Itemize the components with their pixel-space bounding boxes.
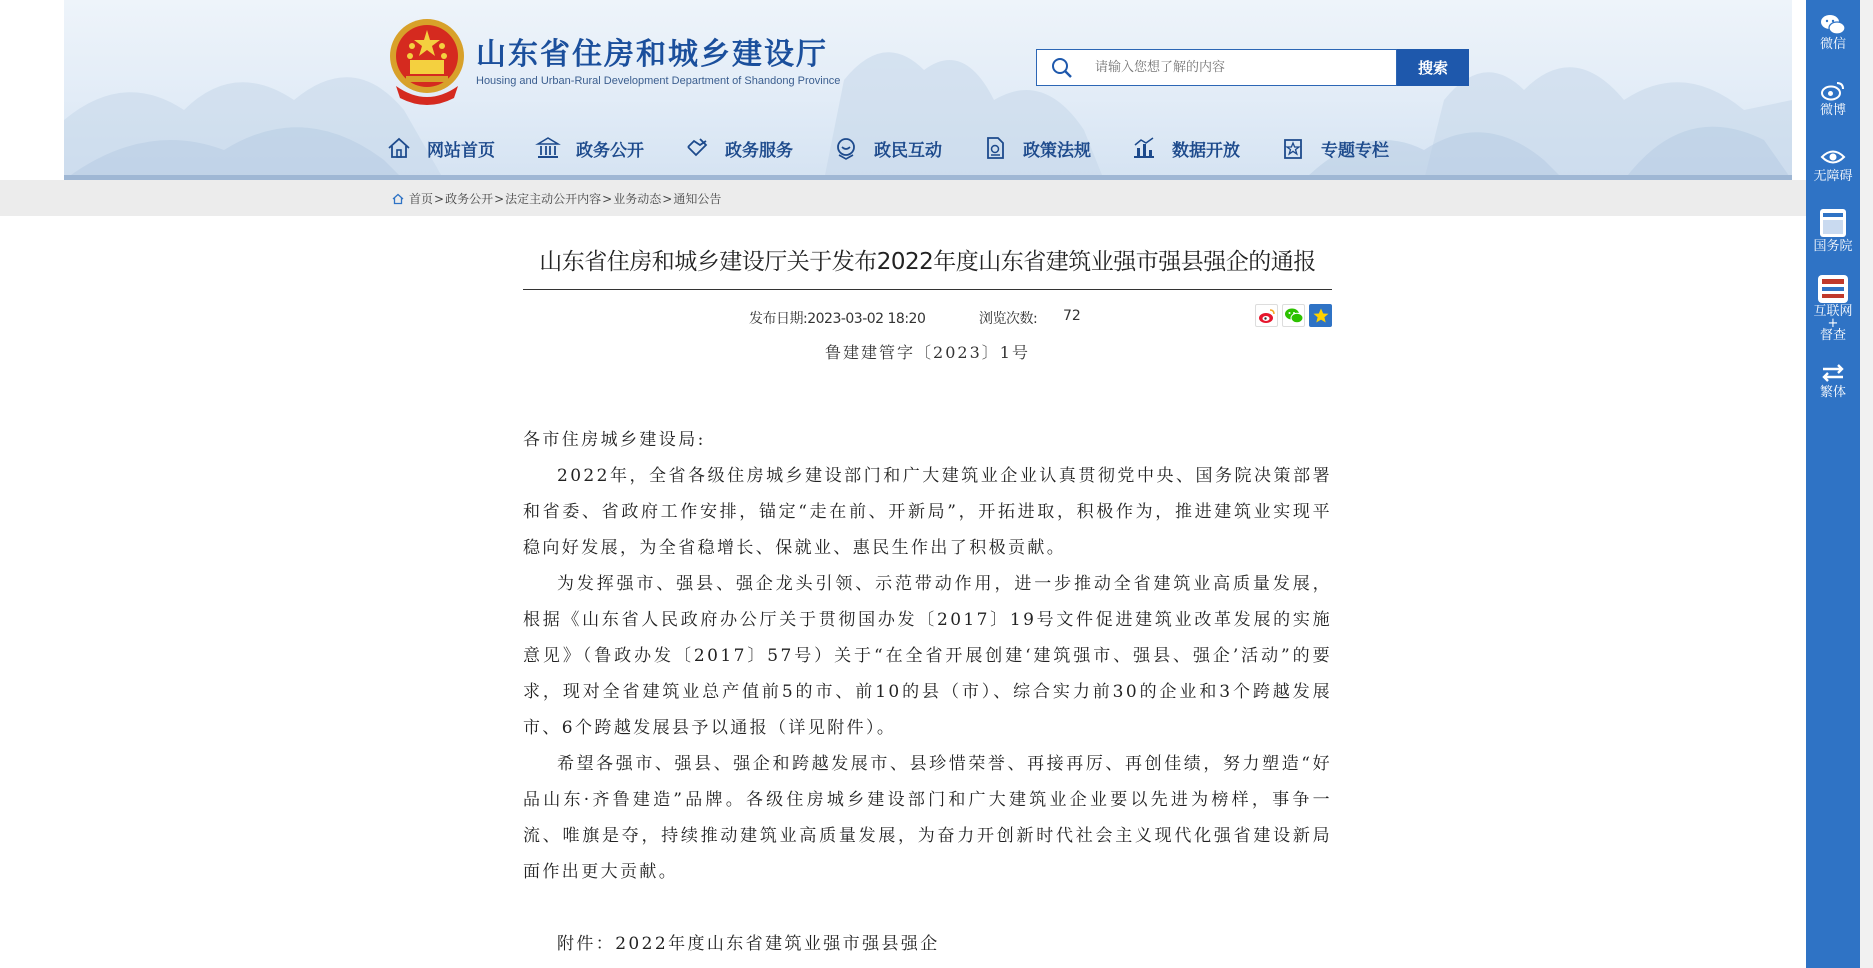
- search-button[interactable]: 搜索: [1397, 49, 1469, 86]
- home-icon: [386, 135, 412, 161]
- sidebar-accessibility[interactable]: [1806, 146, 1860, 184]
- sidebar-label: 国务院: [1813, 239, 1853, 254]
- article-title: 山东省住房和城乡建设厅关于发布2022年度山东省建筑业强市强县强企的通报: [523, 230, 1332, 290]
- nav-label: 数据开放: [1172, 140, 1240, 161]
- breadcrumb: [392, 190, 721, 207]
- sidebar-label: 微博: [1819, 103, 1846, 118]
- document-number: 鲁建建管字〔2023〕1号: [825, 343, 1030, 362]
- sidebar-label: 互联网 + 督查: [1813, 304, 1853, 343]
- wechat-icon: [1820, 14, 1846, 36]
- right-sidebar: [1806, 0, 1860, 968]
- sidebar-label: 微信: [1819, 37, 1846, 52]
- nav-label: 政策法规: [1023, 140, 1091, 161]
- nav-government-affairs[interactable]: [535, 134, 644, 162]
- breadcrumb-business-news[interactable]: 业务动态: [613, 192, 662, 206]
- home-icon: [392, 193, 404, 205]
- breadcrumb-bar: [0, 180, 1806, 216]
- breadcrumb-home[interactable]: 首页: [409, 192, 434, 206]
- national-emblem-icon: [386, 16, 468, 106]
- site-subtitle: Housing and Urban-Rural Development Department of Shandong Province: [476, 75, 841, 87]
- weibo-icon: [1820, 80, 1846, 102]
- state-council-icon: [1819, 208, 1847, 238]
- site-title: 山东省住房和城乡建设厅: [476, 37, 828, 72]
- sidebar-wechat[interactable]: [1806, 14, 1860, 52]
- article-body: [523, 422, 1332, 962]
- search-box: [1036, 49, 1397, 86]
- breadcrumb-separator: >: [494, 191, 505, 206]
- page-scrollbar[interactable]: [1860, 0, 1873, 968]
- article-paragraph: 2022年，全省各级住房城乡建设部门和广大建筑业企业认真贯彻党中央、国务院决策部署和省委、省政府工作安排，锚定“走在前、开新局”，开拓进取，积极作为，推进建筑业实现平稳向好发展，为全省稳增长、保就业、惠民生作出了积极贡献。: [523, 466, 1332, 558]
- main-nav: [386, 134, 1429, 162]
- data-chart-icon: [1131, 135, 1157, 161]
- breadcrumb-separator: >: [602, 191, 613, 206]
- nav-government-services[interactable]: [684, 134, 793, 162]
- nav-label: 政务公开: [576, 140, 644, 161]
- search-input[interactable]: [1095, 53, 1396, 83]
- interaction-icon: [833, 135, 859, 161]
- favorite-star-icon[interactable]: [1309, 304, 1332, 327]
- nav-label: 专题专栏: [1321, 140, 1389, 161]
- nav-special-topics[interactable]: [1280, 134, 1389, 162]
- article-paragraph: 为发挥强市、强县、强企龙头引领、示范带动作用，进一步推动全省建筑业高质量发展，根据《山东省人民政府办公厅关于贯彻国办发〔2017〕19号文件促进建筑业改革发展的实施意见》（鲁政办发〔2017〕57号）关于“在全省开展创建‘建筑强市、强县、强企’活动”的要求，现对全省建筑业总产值前5的市、前10的县（市）、综合实力前30的企业和3个跨越发展市、6个跨越发展县予以通报（详见附件）。: [523, 574, 1332, 738]
- search-icon: [1051, 57, 1073, 79]
- sidebar-traditional-chinese[interactable]: [1806, 362, 1860, 400]
- nav-open-data[interactable]: [1131, 134, 1240, 162]
- weibo-share-icon[interactable]: [1255, 304, 1278, 327]
- site-logo[interactable]: [386, 16, 840, 106]
- sidebar-state-council[interactable]: [1806, 208, 1860, 254]
- article: [523, 230, 1332, 962]
- publish-date: 发布日期:2023-03-02 18:20: [749, 311, 926, 327]
- sidebar-label: 无障碍: [1813, 169, 1853, 184]
- accessibility-eye-icon: [1820, 146, 1846, 168]
- nav-label: 网站首页: [427, 140, 495, 161]
- topic-column-icon: [1280, 135, 1306, 161]
- service-handshake-icon: [684, 135, 710, 161]
- breadcrumb-separator: >: [662, 191, 673, 206]
- breadcrumb-notices[interactable]: 通知公告: [673, 192, 722, 206]
- salutation: 各市住房城乡建设局:: [523, 430, 706, 450]
- views-count: 72: [1063, 308, 1081, 324]
- sidebar-label: 繁体: [1819, 385, 1846, 400]
- policy-document-icon: [982, 135, 1008, 161]
- breadcrumb-government-affairs[interactable]: 政务公开: [445, 192, 494, 206]
- sidebar-weibo[interactable]: [1806, 80, 1860, 118]
- search-bar: [1036, 49, 1469, 86]
- site-header: [64, 0, 1792, 178]
- breadcrumb-separator: >: [434, 191, 445, 206]
- wechat-share-icon[interactable]: [1282, 304, 1305, 327]
- article-meta: [523, 290, 1332, 342]
- nav-home[interactable]: [386, 134, 495, 162]
- breadcrumb-statutory-disclosure[interactable]: 法定主动公开内容: [505, 192, 602, 206]
- attachment-link[interactable]: 附件：2022年度山东省建筑业强市强县强企: [557, 934, 940, 954]
- traditional-chinese-icon: [1819, 362, 1847, 384]
- government-building-icon: [535, 135, 561, 161]
- internet-inspection-icon: [1817, 274, 1849, 304]
- article-paragraph: 希望各强市、强县、强企和跨越发展市、县珍惜荣誉、再接再厉、再创佳绩，努力塑造“好品山东·齐鲁建造”品牌。各级住房城乡建设部门和广大建筑业企业要以先进为榜样，事争一流、唯旗是夺，持续推动建筑业高质量发展，为奋力开创新时代社会主义现代化强省建设新局面作出更大贡献。: [523, 754, 1332, 882]
- nav-public-interaction[interactable]: [833, 134, 942, 162]
- share-buttons: [1255, 304, 1332, 327]
- nav-label: 政务服务: [725, 140, 793, 161]
- sidebar-internet-inspection[interactable]: [1806, 274, 1860, 342]
- nav-label: 政民互动: [874, 140, 942, 161]
- views-label: 浏览次数:: [979, 311, 1038, 327]
- nav-policy-regulations[interactable]: [982, 134, 1091, 162]
